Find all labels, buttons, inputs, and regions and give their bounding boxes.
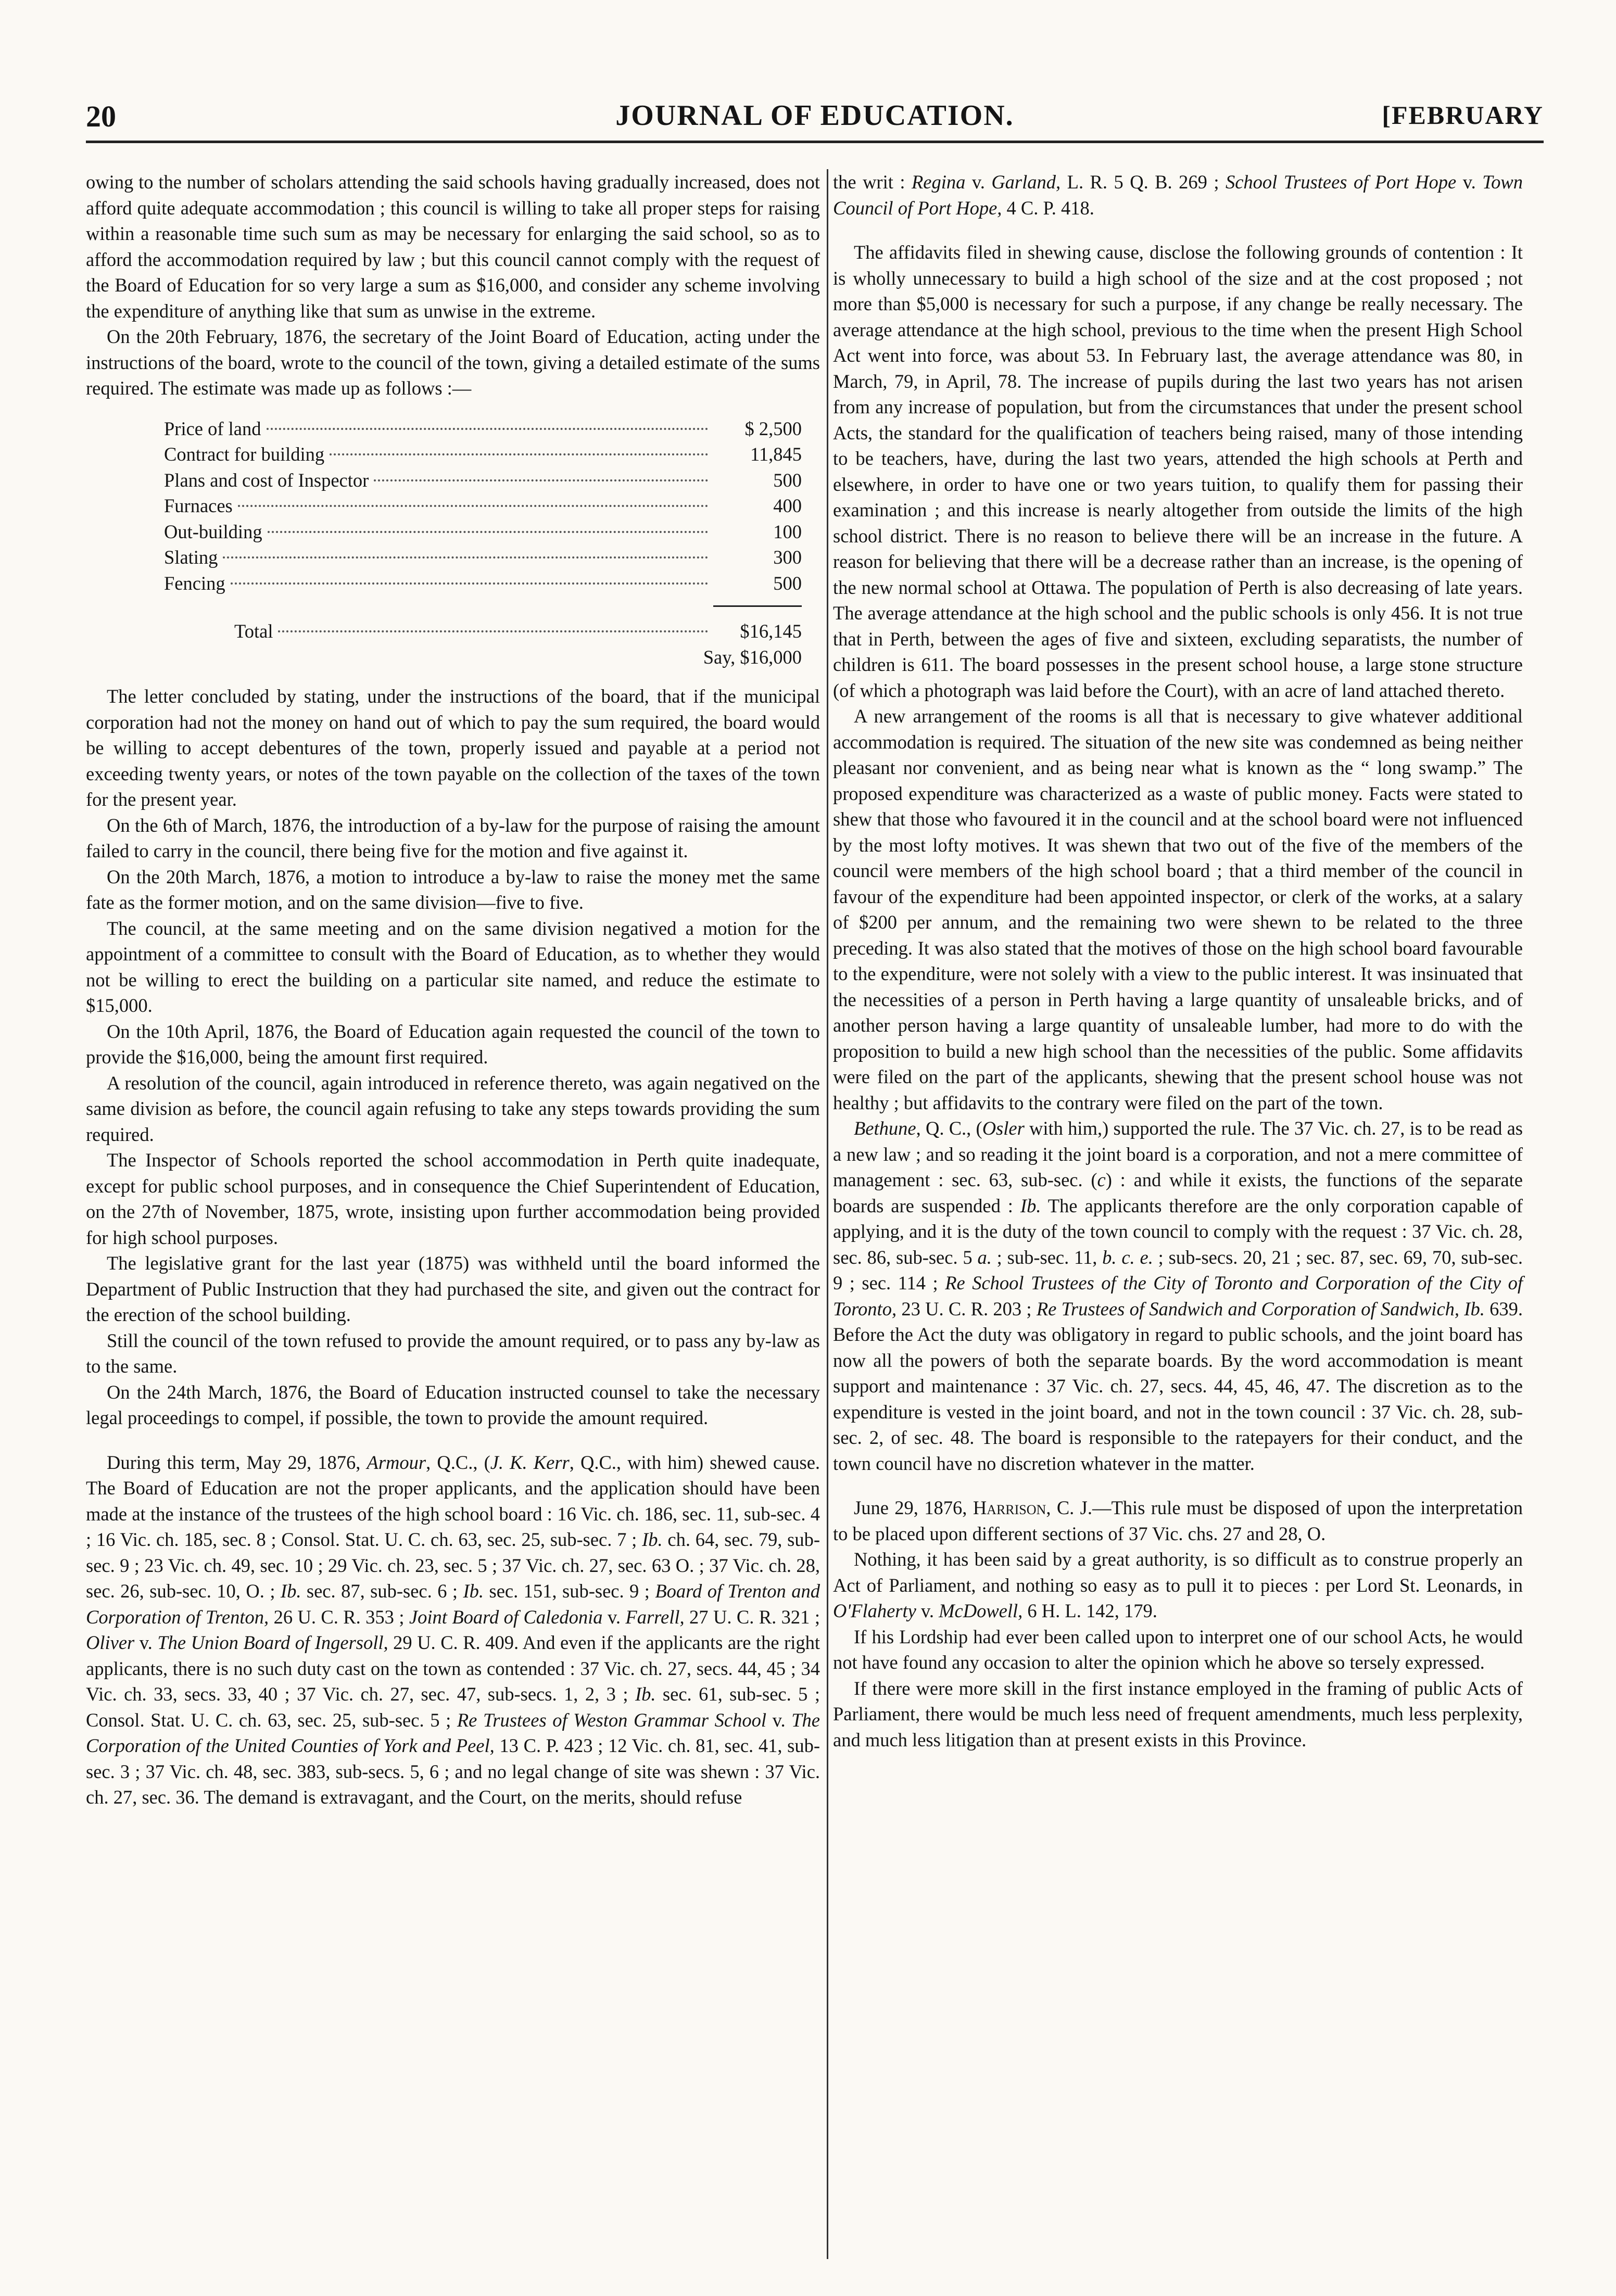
estimate-label: Fencing [164, 572, 225, 594]
estimate-label: Price of land [164, 417, 261, 439]
estimate-amount: 300 [773, 547, 802, 568]
paragraph: If his Lordship had ever been called upon to interpret one of our school Acts, he would not have found any occasion to alter the opinion which he above so tersely expressed. [833, 1626, 1523, 1673]
estimate-table [164, 416, 802, 670]
total-rule [713, 605, 802, 607]
estimate-row [164, 467, 802, 493]
estimate-row [164, 544, 802, 570]
estimate-amount: 500 [773, 572, 802, 594]
month-label: [FEBRUARY [1382, 100, 1544, 130]
estimate-amount: 100 [773, 521, 802, 542]
page-header [86, 99, 1544, 143]
column-divider [827, 169, 828, 2259]
paragraph: A new arrangement of the rooms is all that is necessary to give whatever additional accommodation is required. The situation of the new site was condemned as being neither pleasant nor convenient, and as being near what is known as the “ long swamp.” The proposed expenditure was characterized as a waste of public money. Facts were stated to shew that those who favoured it in the council and at the school board were not influenced by the most lofty motives. It was shewn that two out of the five of the members of the council were members of the high school board ; that a third member of the council in favour of the expenditure had been appointed inspector, or clerk of the works, at a salary of $200 per annum, and the remaining two were shewn to be related to the three preceding. It was also stated that the motives of those on the high school board favourable to the expenditure, were not solely with a view to the public interest. It was insinuated that the necessities of a person in Perth having a large quantity of unsaleable bricks, and of another person having a large quantity of unsaleable lumber, had more to do with the proposition to build a new high school than the necessities of the public. Some affidavits were filed on the part of the applicants, shewing that the present school house was not healthy ; but affidavits to the contrary were filed on the part of the town. [833, 705, 1523, 1113]
paragraph: During this term, May 29, 1876, Armour, Q.C., (J. K. Kerr, Q.C., with him) shewed cause. The Board of Education are not the proper applicants, and the application should have been made at the instance of the trustees of the high school board : 16 Vic. ch. 186, sec. 11, sub-sec. 4 ; 16 Vic. ch. 185, sec. 8 ; Consol. Stat. U. C. ch. 63, sec. 25, sub-sec. 7 ; Ib. ch. 64, sec. 79, sub-sec. 9 ; 23 Vic. ch. 49, sec. 10 ; 29 Vic. ch. 23, sec. 5 ; 37 Vic. ch. 27, sec. 63 O. ; 37 Vic. ch. 28, sec. 26, sub-sec. 10, O. ; Ib. sec. 87, sub-sec. 6 ; Ib. sec. 151, sub-sec. 9 ; Board of Trenton and Corporation of Trenton, 26 U. C. R. 353 ; Joint Board of Caledonia v. Farrell, 27 U. C. R. 321 ; Oliver v. The Union Board of Ingersoll, 29 U. C. R. 409. And even if the applicants are the right applicants, there is no such duty cast on the town as contended : 37 Vic. ch. 27, secs. 44, 45 ; 34 Vic. ch. 33, secs. 33, 40 ; 37 Vic. ch. 27, sec. 47, sub-secs. 1, 2, 3 ; Ib. sec. 61, sub-sec. 5 ; Consol. Stat. U. C. ch. 63, sec. 25, sub-sec. 5 ; Re Trustees of Weston Grammar School v. The Corporation of the United Counties of York and Peel, 13 C. P. 423 ; 12 Vic. ch. 81, sec. 41, sub-sec. 3 ; 37 Vic. ch. 48, sec. 383, sub-secs. 5, 6 ; and no legal change of site was shewn : 37 Vic. ch. 27, sec. 36. The demand is extravagant, and the Court, on the merits, should refuse [86, 1451, 820, 1808]
estimate-row [164, 570, 802, 597]
estimate-label: Slating [164, 547, 218, 568]
paragraph: On the 20th February, 1876, the secretary of the Joint Board of Education, acting under the instructions of the board, wrote to the council of the town, giving a detailed estimate of the sums required. The estimate was made up as follows :— [86, 326, 820, 399]
estimate-row [164, 493, 802, 519]
estimate-row [164, 416, 802, 442]
estimate-amount: $ 2,500 [744, 417, 802, 439]
estimate-label: Contract for building [164, 443, 325, 465]
paragraph: Still the council of the town refused to provide the amount required, or to pass any by-law as to the same. [86, 1329, 820, 1377]
estimate-amount: 11,845 [750, 443, 802, 465]
paragraph: Nothing, it has been said by a great authority, is so difficult as to construe properly an Act of Parliament, and nothing so easy as to pull it to pieces : per Lord St. Leonards, in O'Flaherty v. McDowell, 6 H. L. 142, 179. [833, 1549, 1523, 1621]
estimate-amount: 500 [773, 469, 802, 491]
paragraph: Bethune, Q. C., (Osler with him,) supported the rule. The 37 Vic. ch. 27, is to be read as a new law ; and so reading it the joint board is a corporation, and not a mere committee of management : sec. 63, sub-sec. (c) : and while it exists, the functions of the separate boards are suspended : Ib. The applicants therefore are the only corporation capable of applying, and it is the duty of the town council to comply with the request : 37 Vic. ch. 28, sec. 86, sub-sec. 5 a. ; sub-sec. 11, b. c. e. ; sub-secs. 20, 21 ; sec. 87, sec. 69, 70, sub-sec. 9 ; sec. 114 ; Re School Trustees of the City of Toronto and Corporation of the City of Toronto, 23 U. C. R. 203 ; Re Trustees of Sandwich and Corporation of Sandwich, Ib. 639. Before the Act the duty was obligatory in regard to public schools, and the joint board has now all the powers of both the separate boards. By the word accommodation is meant support and maintenance : 37 Vic. ch. 27, secs. 44, 45, 46, 47. The discretion as to the expenditure is vested in the joint board, and not in the town council : 37 Vic. ch. 28, sub-sec. 2, of sec. 48. The board is responsible to the ratepayers for their conduct, and the town council have no discretion whatever in the matter. [833, 1118, 1523, 1474]
journal-title: JOURNAL OF EDUCATION. [615, 99, 1014, 132]
paragraph: the writ : Regina v. Garland, L. R. 5 Q. B. 269 ; School Trustees of Port Hope v. Town Council of Port Hope, 4 C. P. 418. [833, 171, 1523, 219]
estimate-amount: 400 [773, 495, 802, 516]
estimate-label: Furnaces [164, 495, 233, 516]
estimate-label: Plans and cost of Inspector [164, 469, 369, 491]
estimate-total-row [164, 618, 802, 644]
paragraph: If there were more skill in the first instance employed in the framing of public Acts of Parliament, there would be much less need of frequent amendments, much less perplexity, and much less litigation than at present exists in this Province. [833, 1677, 1523, 1750]
paragraph: On the 10th April, 1876, the Board of Education again requested the council of the town to provide the $16,000, being the amount first required. [86, 1020, 820, 1068]
paragraph: The letter concluded by stating, under the instructions of the board, that if the municipal corporation had not the money on hand out of which to pay the sum required, the board would be willing to accept debentures of the town, properly issued and payable at a period not exceeding twenty years, or notes of the town payable on the collection of the taxes of the town for the present year. [86, 686, 820, 810]
paragraph: The council, at the same meeting and on the same division negatived a motion for the appointment of a committee to consult with the Board of Education, as to whether they would not be willing to erect the building on a particular site named, and reduce the estimate to $15,000. [86, 917, 820, 1016]
left-column [86, 169, 820, 1810]
right-column [833, 169, 1523, 1753]
total-amount: $16,145 [740, 620, 802, 642]
paragraph: On the 24th March, 1876, the Board of Education instructed counsel to take the necessary legal proceedings to compel, if possible, the town to provide the amount required. [86, 1381, 820, 1428]
paragraph: owing to the number of scholars attending the said schools having gradually increased, does not afford quite adequate accommodation ; this council is willing to take all proper steps for raising within a reasonable time such sum as may be necessary for enlarging the said school, so as to afford the accommodation required by law ; but this council cannot comply with the request of the Board of Education for so very large a sum as $16,000, and consider any scheme involving the expenditure of anything like that sum as unwise in the extreme. [86, 171, 820, 322]
paragraph: The legislative grant for the last year (1875) was withheld until the board informed the Department of Public Instruction that they had purchased the site, and given out the contract for the erection of the school building. [86, 1252, 820, 1325]
paragraph: The Inspector of Schools reported the school accommodation in Perth quite inadequate, except for public school purposes, and in consequence the Chief Superintendent of Education, on the 27th of November, 1875, wrote, insisting upon further accommodation being provided for high school purposes. [86, 1149, 820, 1248]
estimate-row [164, 441, 802, 467]
paragraph: The affidavits filed in shewing cause, disclose the following grounds of contention : It is wholly unnecessary to build a high school of the size and at the cost proposed ; not more than $5,000 is necessary for such a purpose, if any change be really necessary. The average attendance at the high school, previous to the time when the present High School Act went into force, was about 53. In February last, the average attendance was 80, in March, 79, in April, 78. The increase of pupils during the last two years has not arisen from any increase of population, but from the circumstances that under the present school Acts, the standard for the qualification of teachers being raised, many of those intending to be teachers, have, during the last two years, attended the high schools at Perth and elsewhere, in order to have one or two years tuition, to qualify them for passing their examination ; and this increase is nearly altogether from outside the limits of the high school district. There is no reason to believe there will be an increase in the future. A reason for believing that there will be a decrease rather than an increase, is the opening of the new normal school at Ottawa. The population of Perth is also decreasing of late years. The average attendance at the high school and the public schools is only 456. It is not true that in Perth, between the ages of five and sixteen, excluding separatists, the number of children is 611. The board possesses in the present school house, a large stone structure (of which a photograph was laid before the Court), with an acre of land attached thereto. [833, 242, 1523, 701]
paragraph: On the 20th March, 1876, a motion to introduce a by-law to raise the money met the same fate as the former motion, and on the same division—five to five. [86, 866, 820, 913]
page-number: 20 [86, 99, 116, 133]
rounded-total: Say, $16,000 [703, 646, 802, 668]
estimate-row [164, 519, 802, 545]
paragraph: June 29, 1876, Harrison, C. J.—This rule must be disposed of upon the interpretation to be placed upon different sections of 37 Vic. chs. 27 and 28, O. [833, 1497, 1523, 1544]
total-label: Total [234, 620, 273, 642]
paragraph: On the 6th of March, 1876, the introduction of a by-law for the purpose of raising the amount failed to carry in the council, there being five for the motion and five against it. [86, 814, 820, 861]
estimate-label: Out-building [164, 521, 262, 542]
paragraph: A resolution of the council, again introduced in reference thereto, was again negatived on the same division as before, the council again refusing to take any steps towards providing the sum required. [86, 1072, 820, 1145]
